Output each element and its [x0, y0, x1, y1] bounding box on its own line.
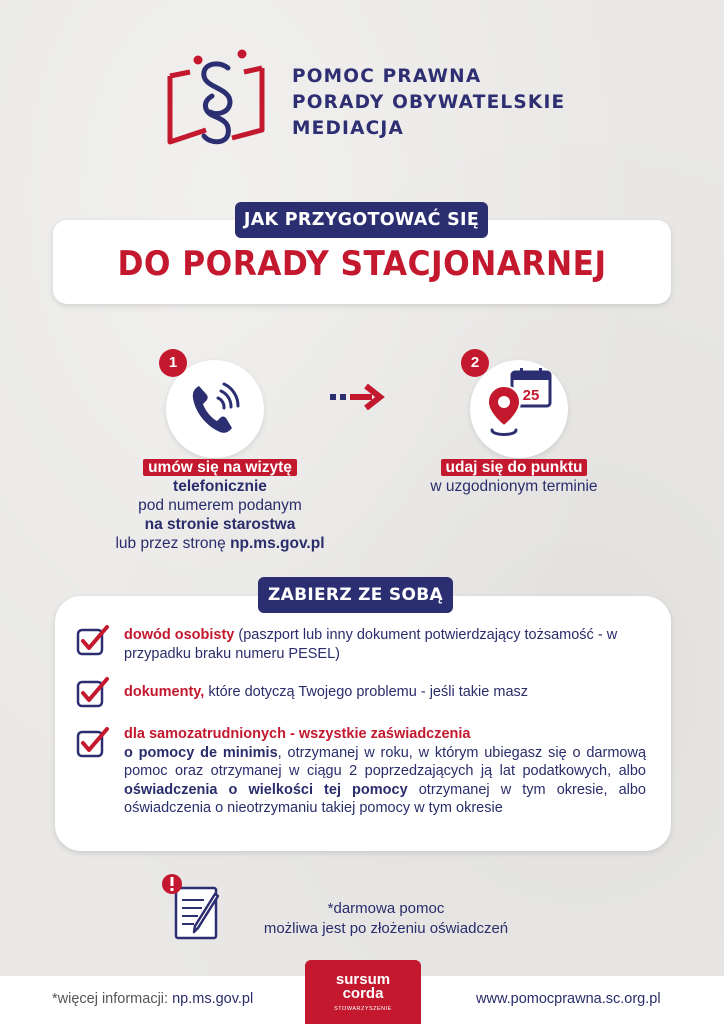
- title-pill: JAK PRZYGOTOWAĆ SIĘ: [235, 202, 488, 238]
- step-2-line: w uzgodnionym terminie: [430, 478, 598, 495]
- arrow-right-icon: [328, 382, 392, 412]
- step-1-tag: umów się na wizytę: [143, 459, 297, 476]
- sursum-corda-logo: sursum corda STOWARZYSZENIE: [305, 960, 421, 1024]
- step-number-badge: 2: [461, 349, 489, 377]
- free-help-note: *darmowa pomoc możliwa jest po złożeniu oświadczeń: [263, 900, 509, 937]
- checkbox-checked-icon: [76, 624, 110, 656]
- checkbox-checked-icon: [76, 726, 110, 758]
- bring-item: dla samozatrudnionych - wszystkie zaświadczenia o pomocy de minimis, otrzymanej w roku, w którym ubiegasz się o darmową pomoc oraz otrzymanej w ciągu 2 poprzedzających ją lat podatkowych, albo oświadczenia o wielkości tej pomocy otrzymanej w tym okresie, albo oświadczenia o nieotrzymaniu takiej pomocy w tym okresie: [124, 726, 647, 816]
- logo-line: MEDIACJA: [292, 118, 404, 139]
- bring-item: dowód osobisty (paszport lub inny dokument potwierdzający tożsamość - w przypadku braku numeru PESEL): [124, 627, 618, 662]
- bring-pill: ZABIERZ ZE SOBĄ: [258, 577, 453, 613]
- checkbox-checked-icon: [76, 676, 110, 708]
- page-title: DO PORADY STACJONARNEJ: [117, 244, 607, 284]
- step-1-line: na stronie starostwa: [144, 516, 296, 533]
- step-1-line: telefonicznie: [173, 478, 267, 495]
- footer-ms-link[interactable]: np.ms.gov.pl: [172, 991, 254, 1007]
- legal-aid-logo-icon: [166, 46, 276, 150]
- calendar-day: 25: [522, 387, 540, 404]
- step-1-text: [100, 458, 340, 553]
- document-pen-icon: [160, 872, 224, 944]
- ms-gov-link[interactable]: np.ms.gov.pl: [230, 535, 325, 552]
- footer-more-info: *więcej informacji: np.ms.gov.pl: [52, 991, 254, 1007]
- bring-item: dokumenty, które dotyczą Twojego problemu - jeśli takie masz: [124, 684, 529, 700]
- step-1-line: pod numerem podanym: [138, 497, 302, 514]
- logo-line: POMOC PRAWNA: [292, 66, 482, 87]
- footer-website-link[interactable]: www.pomocprawna.sc.org.pl: [476, 991, 661, 1007]
- step-number-badge: 1: [159, 349, 187, 377]
- step-1-line: lub przez stronę: [115, 535, 231, 552]
- step-2-text: [400, 458, 628, 496]
- location-calendar-icon: [470, 360, 568, 458]
- logo-text: [292, 64, 565, 142]
- step-2-tag: udaj się do punktu: [441, 459, 588, 476]
- step-2-circle: [470, 360, 568, 458]
- logo-line: PORADY OBYWATELSKIE: [292, 92, 566, 113]
